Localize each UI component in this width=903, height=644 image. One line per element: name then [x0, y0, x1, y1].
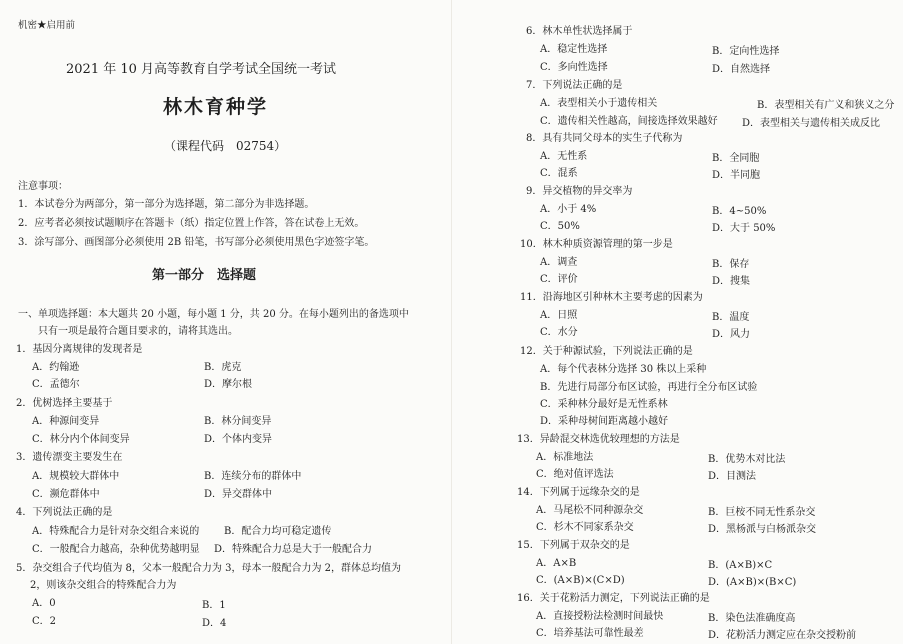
course-name: 林木育种学: [163, 96, 269, 118]
option-b: B．巨桉不同无性系杂交: [708, 507, 816, 518]
question-stem: 10．林木种质资源管理的第一步是: [520, 239, 673, 250]
option-d: D．自然选择: [712, 64, 771, 75]
option-c: C．多向性选择: [540, 62, 608, 73]
question-stem: 12．关于种源试验，下列说法正确的是: [520, 346, 693, 357]
option-b: B．连续分布的群体中: [204, 471, 302, 482]
option-b: B．虎克: [204, 362, 242, 373]
option-c: C．(A×B)×(C×D): [536, 575, 625, 586]
option-c: C．采种林分最好是无性系林: [540, 399, 668, 410]
option-d: D．大于 50%: [712, 223, 776, 234]
question-stem: 8．具有共同父母本的实生子代称为: [526, 133, 683, 144]
option-a: A．马尾松不同种源杂交: [536, 505, 644, 516]
option-a: A．0: [32, 598, 56, 609]
option-a: A．A×B: [536, 558, 577, 569]
option-c: C．水分: [540, 327, 578, 338]
option-c: C．濒危群体中: [32, 489, 100, 500]
option-a: A．稳定性选择: [540, 44, 608, 55]
option-a: A．无性系: [540, 151, 588, 162]
option-b: B．林分间变异: [204, 416, 272, 427]
option-a: A．约翰逊: [32, 362, 80, 373]
note-item: 3．涂写部分、画图部分必须使用 2B 铅笔，书写部分必须使用黑色字迹签字笔。: [18, 237, 375, 248]
option-a: A．种源间变异: [32, 416, 100, 427]
option-d: D．采种母树间距离越小越好: [540, 416, 669, 427]
option-c: C．培养基法可靠性最差: [536, 628, 644, 639]
question-stem: 14．下列属于远缘杂交的是: [517, 487, 640, 498]
question-stem: 9．异交植物的异交率为: [526, 186, 633, 197]
option-b: B．保存: [712, 259, 750, 270]
note-item: 1．本试卷分为两部分，第一部分为选择题，第二部分为非选择题。: [18, 199, 315, 210]
option-c: C．孟德尔: [32, 379, 80, 390]
option-b: B．定向性选择: [712, 46, 780, 57]
question-stem: 16．关于花粉活力测定，下列说法正确的是: [517, 593, 710, 604]
confidential-label: 机密★启用前: [18, 20, 76, 31]
option-c: C．一般配合力越高，杂种优势越明显: [32, 544, 200, 555]
page-fold-divider: [451, 0, 452, 644]
option-a: A．标准地法: [536, 452, 594, 463]
option-a: A．调查: [540, 257, 578, 268]
option-d: D．特殊配合力总是大于一般配合力: [214, 544, 373, 555]
question-stem: 4．下列说法正确的是: [16, 507, 113, 518]
question-stem: 11．沿海地区引种林木主要考虑的因素为: [520, 292, 703, 303]
question-stem: 15．下列属于双杂交的是: [517, 540, 630, 551]
option-d: D．表型相关与遗传相关成反比: [742, 118, 881, 129]
option-d: D．目测法: [708, 471, 757, 482]
question-stem: 5．杂交组合子代均值为 8，父本一般配合力为 3，母本一般配合力为 2，群体总均值为: [16, 563, 401, 574]
option-d: D．黑杨派与白杨派杂交: [708, 524, 817, 535]
question-stem: 1．基因分离规律的发现者是: [16, 344, 143, 355]
question-stem: 3．遗传漂变主要发生在: [16, 452, 123, 463]
exam-title: 2021 年 10 月高等教育自学考试全国统一考试: [66, 62, 337, 77]
option-b: B．全同胞: [712, 153, 760, 164]
option-a: A．表型相关小于遗传相关: [540, 98, 658, 109]
option-b: B．优势木对比法: [708, 454, 786, 465]
option-a: A．小于 4%: [540, 204, 597, 215]
option-a: A．日照: [540, 310, 578, 321]
option-b: B．温度: [712, 312, 750, 323]
question-stem: 2．优树选择主要基于: [16, 398, 113, 409]
option-c: C．绝对值评选法: [536, 469, 614, 480]
note-item: 2．应考者必须按试题顺序在答题卡（纸）指定位置上作答，答在试卷上无效。: [18, 218, 365, 229]
option-b: B．(A×B)×C: [708, 560, 773, 571]
notes-title: 注意事项：: [18, 181, 68, 192]
option-b: B．先进行局部分布区试验，再进行全分布区试验: [540, 382, 758, 393]
part-one-title: 第一部分 选择题: [152, 268, 257, 283]
option-a: A．特殊配合力是针对杂交组合来说的: [32, 526, 200, 537]
option-c: C．评价: [540, 274, 578, 285]
option-d: D．花粉活力测定应在杂交授粉前: [708, 630, 857, 641]
option-c: C．杉木不同家系杂交: [536, 522, 634, 533]
option-d: D．摩尔根: [204, 379, 253, 390]
question-stem: 13．异龄混交林选优较理想的方法是: [517, 434, 680, 445]
option-a: A．规模较大群体中: [32, 471, 120, 482]
option-d: D．(A×B)×(B×C): [708, 577, 797, 588]
instruction-line: 一、单项选择题：本大题共 20 小题，每小题 1 分，共 20 分。在每小题列出的备选项中: [18, 309, 409, 320]
option-c: C．50%: [540, 221, 580, 232]
option-d: D．异交群体中: [204, 489, 273, 500]
option-c: C．混系: [540, 168, 578, 179]
option-d: D．风力: [712, 329, 751, 340]
option-d: D．个体内变异: [204, 434, 273, 445]
option-c: C．2: [32, 616, 57, 627]
option-c: C．林分内个体间变异: [32, 434, 130, 445]
option-d: D．4: [202, 618, 227, 629]
question-stem-continued: 2，则该杂交组合的特殊配合力为: [30, 580, 177, 591]
instruction-line: 只有一项是最符合题目要求的，请将其选出。: [38, 326, 238, 337]
option-c: C．遗传相关性越高，间接选择效果越好: [540, 116, 718, 127]
question-stem: 7．下列说法正确的是: [526, 80, 623, 91]
option-b: B．染色法准确度高: [708, 613, 796, 624]
option-b: B．1: [202, 600, 226, 611]
question-stem: 6．林木单性状选择属于: [526, 26, 633, 37]
option-b: B．配合力均可稳定遗传: [224, 526, 332, 537]
option-d: D．半同胞: [712, 170, 761, 181]
option-a: A．每个代表林分选择 30 株以上采种: [540, 364, 707, 375]
option-a: A．直接授粉法检测时间最快: [536, 611, 664, 622]
course-code: （课程代码 02754）: [164, 139, 287, 153]
option-b: B．4~50%: [712, 206, 767, 217]
option-d: D．搜集: [712, 276, 751, 287]
option-b: B．表型相关有广义和狭义之分: [757, 100, 895, 111]
